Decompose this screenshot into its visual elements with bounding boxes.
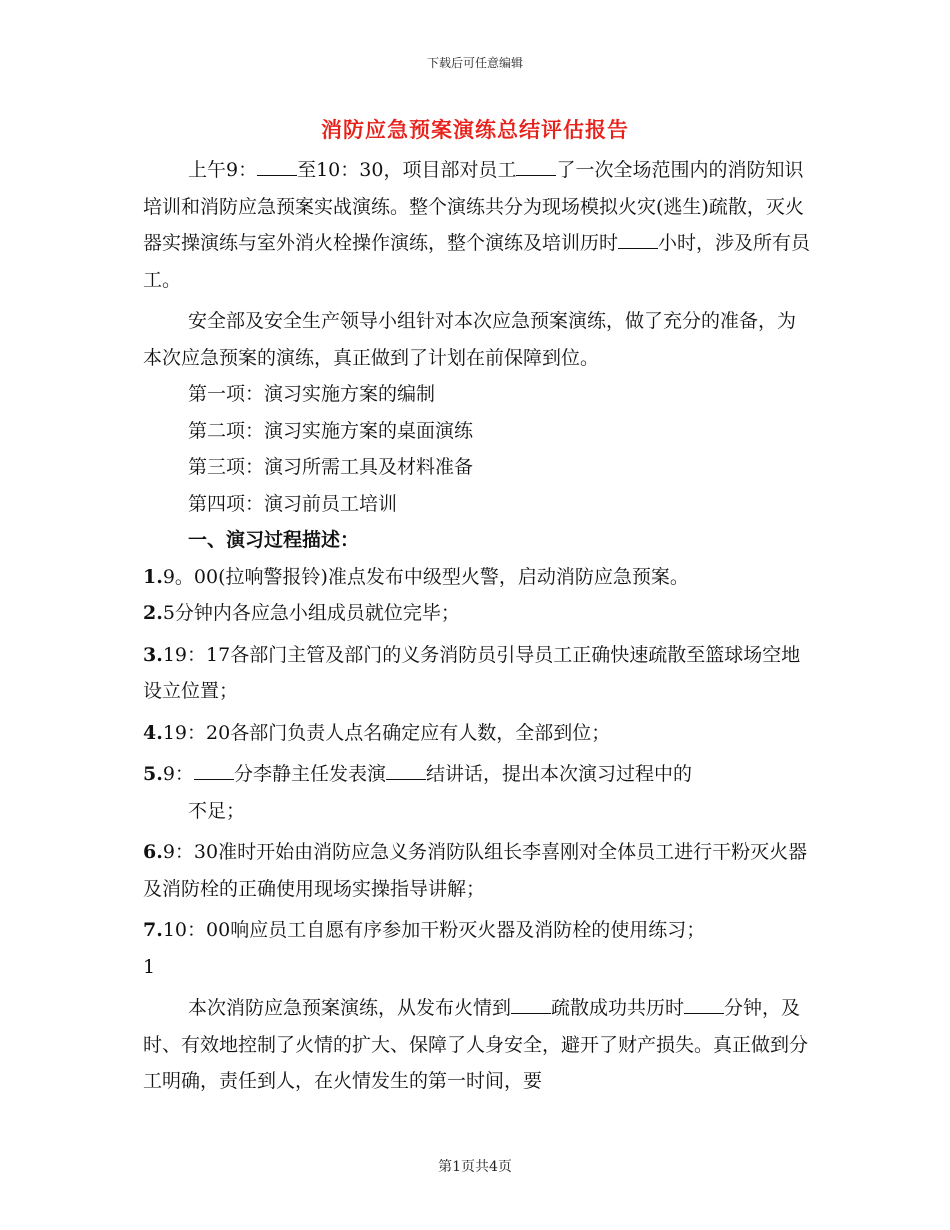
- step-text: 9。00(拉响警报铃)准点发布中级型火警，启动消防应急预案。: [162, 565, 689, 588]
- fill-blank: [516, 157, 556, 176]
- step-item: [143, 912, 813, 949]
- prep-item: 第二项：演习实施方案的桌面演练: [188, 419, 474, 442]
- step-text: 19：17各部门主管及部门的义务消防员引导员工正确快速疏散至篮球场空地设立位置；: [143, 643, 801, 702]
- stray-number: 1: [143, 955, 156, 978]
- closing-paragraph: [143, 990, 813, 1100]
- intro-text-b: 至10：30，项目部对员工: [297, 159, 517, 181]
- document-body: [143, 152, 813, 1100]
- step-number: 5.: [143, 763, 163, 785]
- document-title: 消防应急预案演练总结评估报告: [321, 117, 629, 142]
- page-number: 第1页共4页: [438, 1159, 512, 1175]
- step-number: 7.: [143, 919, 163, 941]
- prep-item: 第一项：演习实施方案的编制: [188, 383, 436, 405]
- preparation-paragraph: 安全部及安全生产领导小组针对本次应急预案演练，做了充分的准备，为本次应急预案的演练，真正做到了计划在前保障到位。: [143, 310, 797, 369]
- fill-blank: [257, 157, 297, 176]
- section-heading: 一、演习过程描述：: [188, 529, 360, 551]
- fill-blank: [618, 230, 658, 249]
- closing-text-b: 疏散成功共历时: [551, 997, 685, 1019]
- step-text: 5分钟内各应急小组成员就位完毕；: [162, 602, 460, 624]
- intro-text-c: 了一次全场范围内的消防知识培训和消防应急预案实战演练。整个演练共分为现场模拟火灾(逃生)疏散，灭火器实操演练与室外消火栓操作演练，整个演练及培训历时: [143, 159, 804, 254]
- header-note: 下载后可任意编辑: [426, 56, 523, 70]
- step-text-c: 结讲话，提出本次演习过程中的: [425, 763, 692, 785]
- closing-text-c: 分钟，及时、有效地控制了火情的扩大、保障了人身安全，避开了财产损失。真正做到分工明确，责任到人，在火情发生的第一时间，要: [143, 997, 809, 1092]
- fill-blank: [386, 761, 426, 780]
- step-item: [143, 715, 813, 752]
- step-text: 10：00响应员工自愿有序参加干粉灭火器及消防栓的使用练习；: [162, 919, 706, 941]
- step-number: 6.: [143, 841, 163, 863]
- step-text-a: 9：: [162, 763, 194, 785]
- step-item: [143, 559, 813, 596]
- step-text-b: 分李静主任发表演: [233, 763, 386, 785]
- prep-item: 第三项：演习所需工具及材料准备: [188, 456, 474, 478]
- step-number: 3.: [143, 643, 163, 666]
- closing-text-a: 本次消防应急预案演练，从发布火情到: [188, 997, 512, 1019]
- step-number: 2.: [143, 602, 163, 624]
- intro-text-d: 小时，涉及所有员工。: [143, 232, 811, 291]
- step-continuation: 不足；: [188, 799, 246, 822]
- step-item: [143, 637, 813, 710]
- step-text: 19：20各部门负责人点名确定应有人数，全部到位；: [162, 721, 611, 744]
- fill-blank: [511, 995, 551, 1014]
- step-item: [143, 595, 813, 632]
- fill-blank: [684, 995, 724, 1014]
- intro-paragraph: [143, 152, 813, 298]
- step-text: 9：30准时开始由消防应急义务消防队组长李喜刚对全体员工进行干粉灭火器及消防栓的正确使用现场实操指导讲解；: [143, 841, 808, 900]
- fill-blank: [194, 761, 234, 780]
- prep-item: 第四项：演习前员工培训: [188, 492, 398, 515]
- step-number: 1.: [143, 565, 163, 588]
- step-number: 4.: [143, 721, 163, 744]
- intro-text-a: 上午9：: [188, 159, 258, 181]
- step-item: [143, 834, 813, 907]
- step-item: [143, 756, 813, 793]
